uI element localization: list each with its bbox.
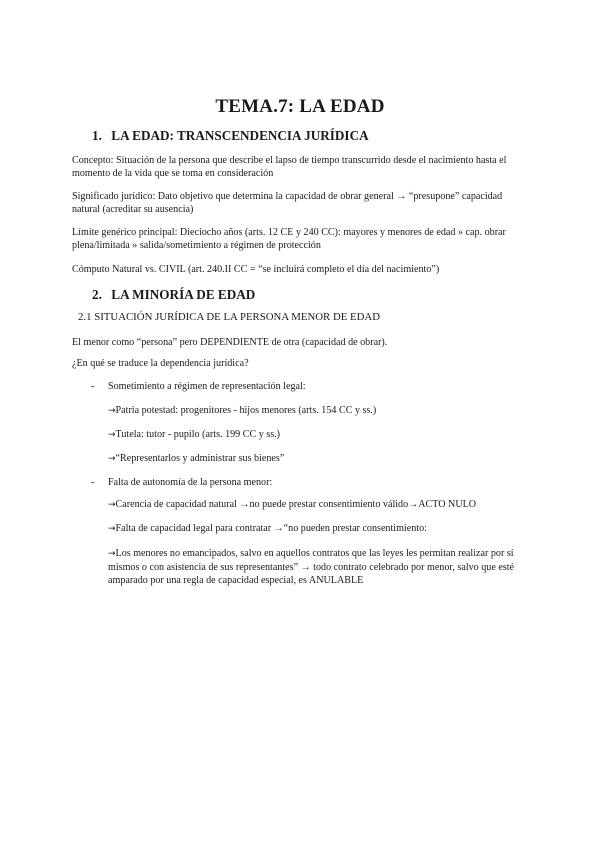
section-1-heading bbox=[92, 128, 369, 144]
list-item-text: “Representarlos y administrar sus bienes” bbox=[115, 453, 285, 464]
list-item-text: Tutela: tutor - pupilo (arts. 199 CC y ss.) bbox=[115, 429, 281, 440]
list-item bbox=[108, 499, 476, 510]
list-item-text: Patria potestad: progenitores - hijos menores (arts. 154 CC y ss.) bbox=[115, 405, 377, 416]
paragraph-dependencia-question: ¿En qué se traduce la dependencia jurídica? bbox=[72, 358, 249, 369]
arrow-right-icon: → bbox=[108, 454, 116, 464]
bullet-marker: - bbox=[91, 381, 95, 392]
arrow-right-icon: → bbox=[108, 430, 116, 440]
section-1-title: LA EDAD: TRANSCENDENCIA JURÍDICA bbox=[111, 128, 369, 143]
paragraph-computo: Cómputo Natural vs. CIVIL (art. 240.II CC = “se incluirá completo el día del nacimiento”) bbox=[72, 264, 440, 275]
list-item bbox=[108, 429, 280, 440]
bullet-marker: - bbox=[91, 477, 95, 488]
list-item bbox=[108, 547, 528, 588]
list-item bbox=[108, 453, 284, 464]
arrow-right-icon: → bbox=[108, 524, 116, 534]
bullet-representacion-legal: Sometimiento a régimen de representación legal: bbox=[108, 381, 306, 392]
arrow-right-icon: → bbox=[108, 500, 116, 510]
page-title: TEMA.7: LA EDAD bbox=[215, 96, 385, 117]
paragraph-limite: Límite genérico principal: Dieciocho años (arts. 12 CE y 240 CC): mayores y menores de edad » cap. obrar plena/limitada » salida/sometimiento a régimen de protección bbox=[72, 227, 506, 252]
arrow-right-icon: → bbox=[108, 549, 116, 559]
list-item-text: Los menores no emancipados, salvo en aquellos contratos que las leyes les permitan realizar por sí mismos o con asistencia de sus representantes” → todo contrato celebrado por menor, salvo que esté amparado por una regla de capacidad especial, es ANULABLE bbox=[108, 548, 515, 587]
section-1-number: 1. bbox=[92, 128, 102, 143]
paragraph-concepto: Concepto: Situación de la persona que describe el lapso de tiempo transcurrido desde el nacimiento hasta el momento de la vida que se toma en consideración bbox=[72, 155, 507, 180]
subsection-2-1-heading: 2.1 SITUACIÓN JURÍDICA DE LA PERSONA MENOR DE EDAD bbox=[78, 311, 381, 323]
list-item-text: Carencia de capacidad natural →no puede prestar consentimiento válido→ACTO NULO bbox=[115, 499, 477, 510]
paragraph-significado: Significado jurídico: Dato objetivo que determina la capacidad de obrar general → “presupone” capacidad natural (acreditar su ausencia) bbox=[72, 191, 503, 216]
section-2-heading bbox=[92, 287, 255, 303]
list-item bbox=[108, 405, 376, 416]
paragraph-menor-persona: El menor como “persona” pero DEPENDIENTE de otra (capacidad de obrar). bbox=[72, 337, 388, 348]
section-2-number: 2. bbox=[92, 287, 102, 302]
arrow-right-icon: → bbox=[108, 406, 116, 416]
bullet-falta-autonomia: Falta de autonomía de la persona menor: bbox=[108, 477, 273, 488]
section-2-title: LA MINORÍA DE EDAD bbox=[111, 287, 256, 302]
list-item bbox=[108, 523, 427, 534]
list-item-text: Falta de capacidad legal para contratar →“no pueden prestar consentimiento: bbox=[115, 523, 427, 534]
